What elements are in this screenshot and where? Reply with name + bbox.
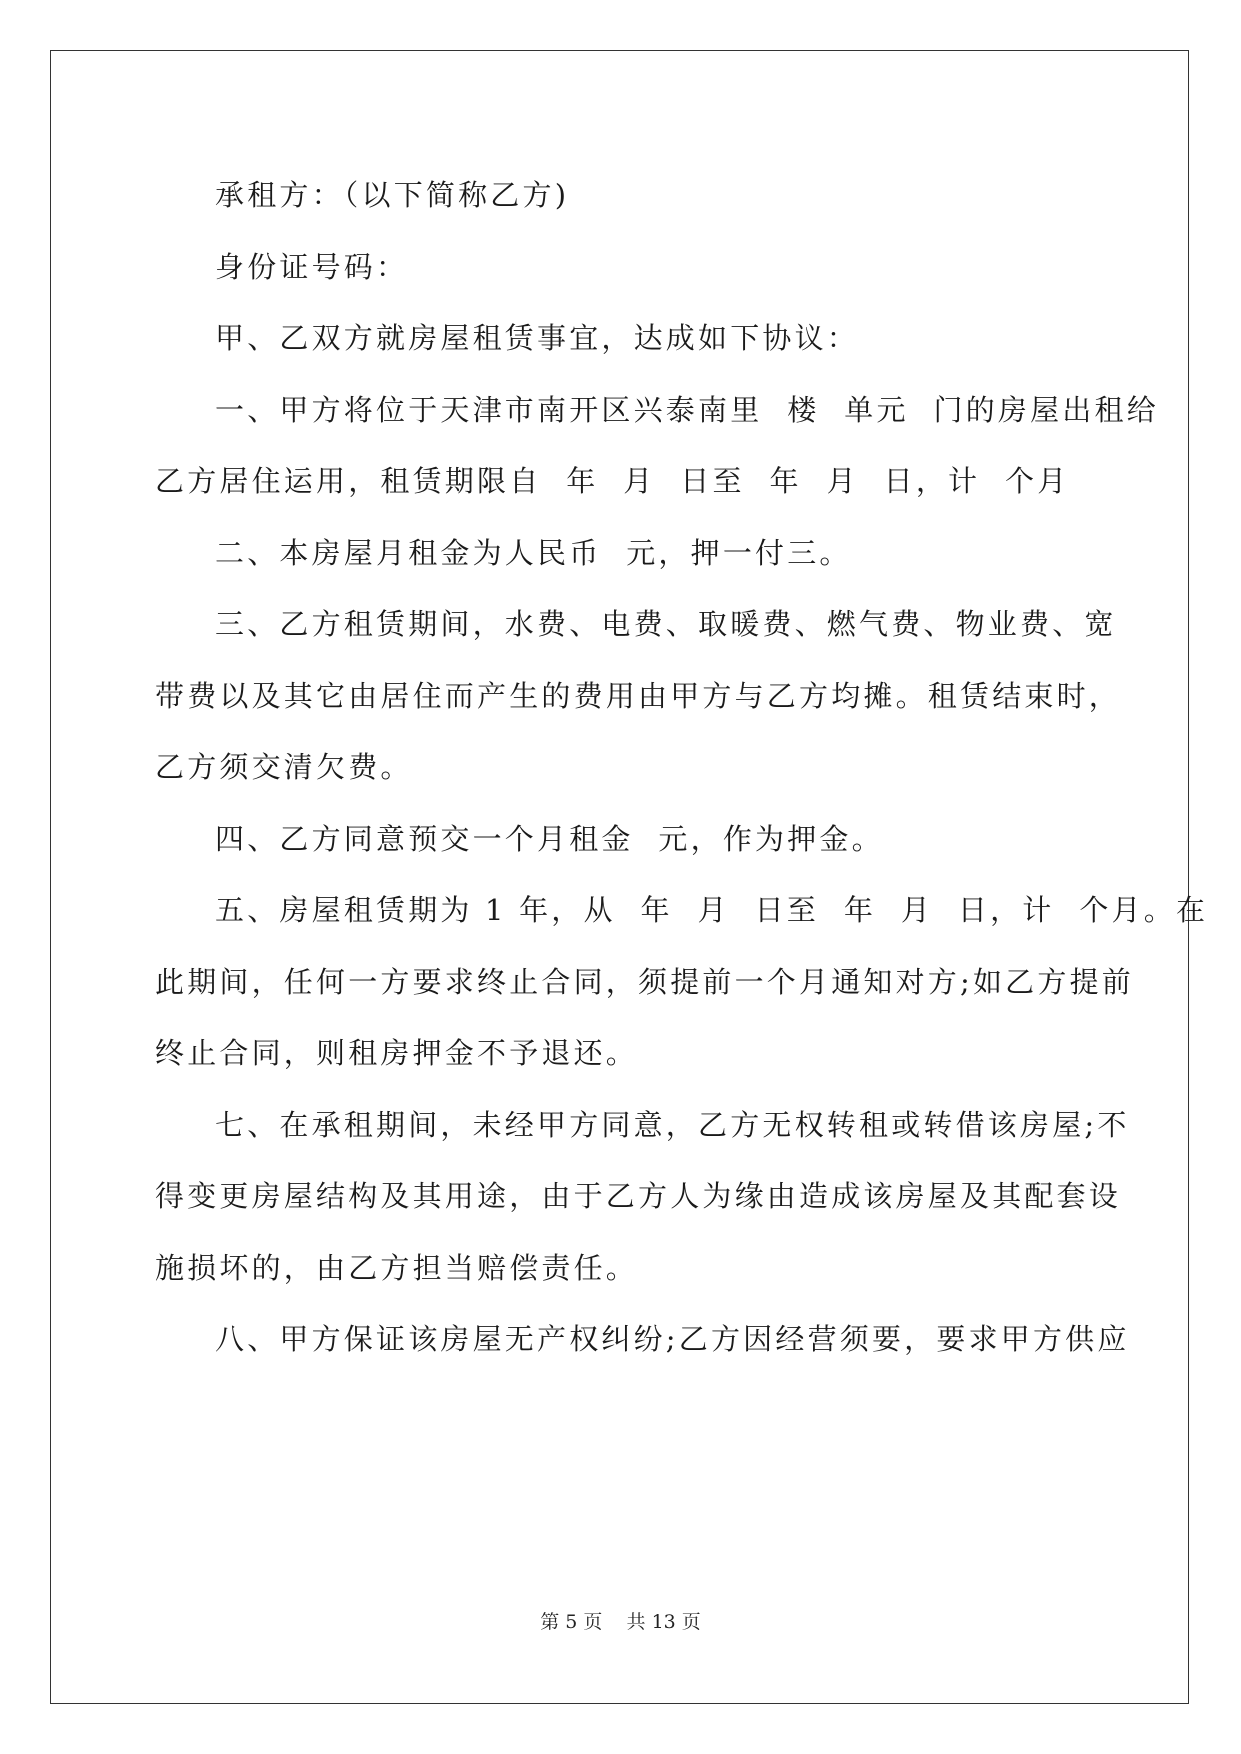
clause-8 (155, 1304, 1130, 1376)
text-line: 带费以及其它由居住而产生的费用由甲方与乙方均摊。租赁结束时， (155, 678, 1122, 713)
text-line: 乙方须交清欠费。 (155, 750, 413, 784)
text-line: 八、甲方保证该房屋无产权纠纷;乙方因经营须要，要求甲方供应 (215, 1322, 1130, 1356)
clause-3 (155, 589, 1122, 804)
clause-5 (155, 875, 1209, 1090)
text-line: 得变更房屋结构及其用途，由于乙方人为缘由造成该房屋及其配套设 (155, 1179, 1122, 1213)
clause-4 (155, 804, 1095, 876)
text-line: 承租方：（以下简称乙方) (215, 178, 570, 212)
text-line: 甲、乙双方就房屋租赁事宜，达成如下协议： (215, 321, 860, 355)
text-line: 四、乙方同意预交一个月租金 元，作为押金。 (215, 821, 884, 856)
text-line: 二、本房屋月租金为人民币 元，押一付三。 (215, 535, 852, 570)
page-number-footer: 第 5 页 共 13 页 (540, 1611, 701, 1633)
text-line: 乙方居住运用，租赁期限自 年 月 日至 年 月 日，计 个月 (155, 464, 1070, 498)
text-line: 施损坏的，由乙方担当赔偿责任。 (155, 1250, 639, 1285)
text-line: 三、乙方租赁期间，水费、电费、取暖费、燃气费、物业费、宽 (215, 607, 1117, 641)
paragraph-id-number (155, 232, 1095, 304)
clause-2 (155, 518, 1095, 590)
text-line: 身份证号码： (215, 249, 409, 284)
text-line: 七、在承租期间，未经甲方同意，乙方无权转租或转借该房屋;不 (215, 1107, 1130, 1142)
text-line: 此期间，任何一方要求终止合同，须提前一个月通知对方;如乙方提前 (155, 964, 1134, 999)
clause-1 (155, 375, 1159, 518)
text-line: 终止合同，则租房押金不予退还。 (155, 1036, 639, 1070)
text-line: 一、甲方将位于天津市南开区兴泰南里 楼 单元 门的房屋出租给 (215, 392, 1159, 427)
clause-7 (155, 1090, 1130, 1305)
paragraph-lessee (155, 160, 1095, 232)
paragraph-agreement-intro (155, 303, 1095, 375)
text-line: 五、房屋租赁期为 1 年，从 年 月 日至 年 月 日，计 个月。在 (215, 893, 1209, 927)
document-body (155, 160, 1209, 1376)
